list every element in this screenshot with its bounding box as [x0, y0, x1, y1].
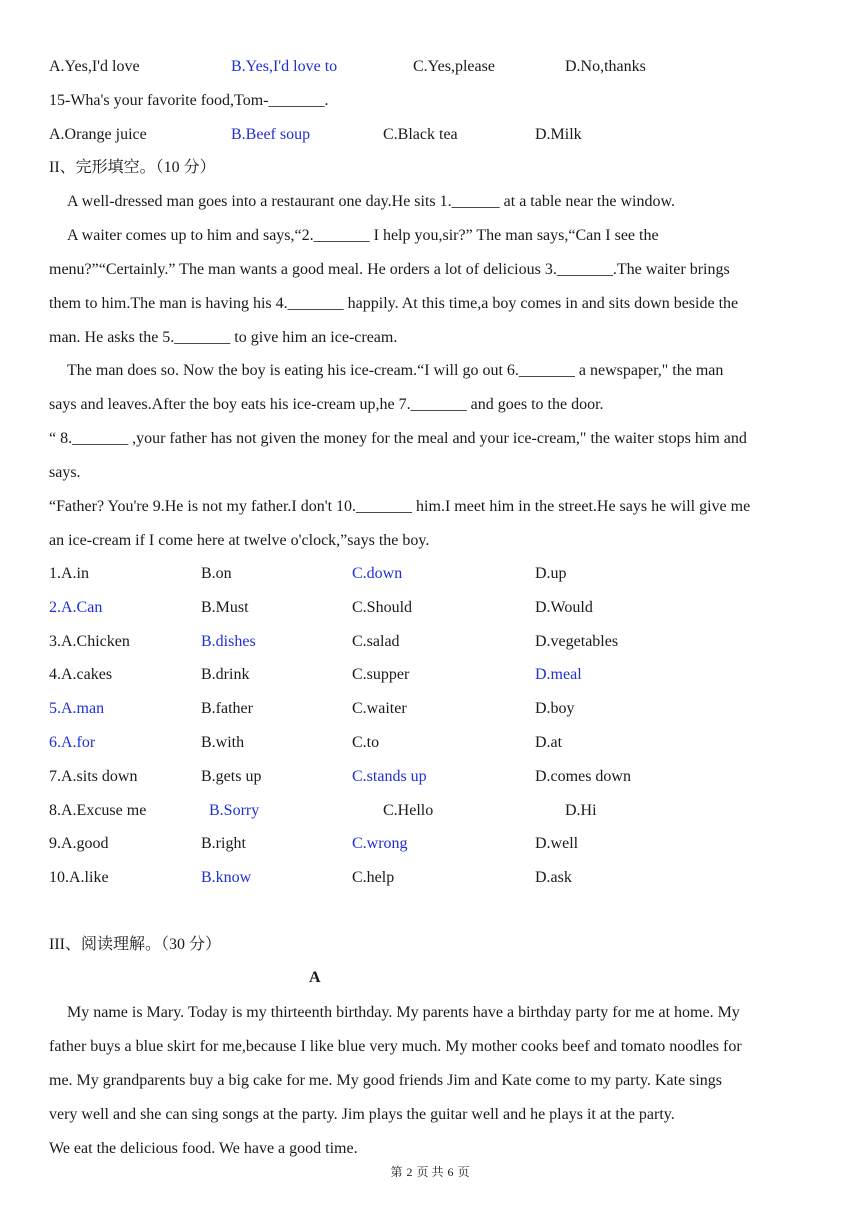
choice-2-option: D.Would	[535, 599, 593, 616]
passage-line: an ice-cream if I come here at twelve o'clock,”says the boy.	[49, 532, 430, 549]
choice-6-option: B.with	[201, 734, 245, 751]
q15-option: D.Milk	[535, 126, 582, 143]
choice-7-option: D.comes down	[535, 768, 631, 785]
choice-9-option: C.wrong	[352, 835, 408, 852]
choice-8-option: D.Hi	[565, 802, 597, 819]
passage-line: The man does so. Now the boy is eating his ice-cream.“I will go out 6._______ a newspaper," the man	[67, 362, 724, 379]
choice-8-option: 8.A.Excuse me	[49, 802, 147, 819]
choice-2-option: 2.A.Can	[49, 599, 103, 616]
choice-9-option: B.right	[201, 835, 246, 852]
passage-line: says and leaves.After the boy eats his ice-cream up,he 7._______ and goes to the door.	[49, 396, 604, 413]
q15-option: A.Orange juice	[49, 126, 147, 143]
choice-1-option: B.on	[201, 565, 232, 582]
section2-heading: II、完形填空。（10 分）	[49, 159, 216, 176]
reading-passage-line: me. My grandparents buy a big cake for me. My good friends Jim and Kate come to my party. Kate sings	[49, 1072, 723, 1089]
reading-passage-line: very well and she can sing songs at the party. Jim plays the guitar well and he plays it at the party.	[49, 1106, 675, 1123]
choice-5-option: 5.A.man	[49, 700, 105, 717]
footer-page-number: 2	[406, 1165, 413, 1179]
choice-9-option: 9.A.good	[49, 835, 109, 852]
choice-3-option: 3.A.Chicken	[49, 633, 130, 650]
passage-line: A waiter comes up to him and says,“2._______ I help you,sir?” The man says,“Can I see the	[67, 227, 659, 244]
section3-heading: III、阅读理解。（30 分）	[49, 936, 221, 953]
reading-passage-line: We eat the delicious food. We have a good time.	[49, 1140, 358, 1157]
q14-option: A.Yes,I'd love	[49, 58, 140, 75]
choice-5-option: C.waiter	[352, 700, 407, 717]
choice-3-option: D.vegetables	[535, 633, 619, 650]
passage-line: man. He asks the 5._______ to give him an ice-cream.	[49, 329, 398, 346]
choice-3-option: B.dishes	[201, 633, 256, 650]
choice-10-option: D.ask	[535, 869, 572, 886]
passage-line: “ 8._______ ,your father has not given the money for the meal and your ice-cream," the waiter stops him and	[49, 430, 747, 447]
choice-4-option: D.meal	[535, 666, 582, 683]
page-footer	[0, 1163, 860, 1180]
q14-option: D.No,thanks	[565, 58, 646, 75]
choice-6-option: 6.A.for	[49, 734, 96, 751]
footer-suffix: 页	[457, 1165, 470, 1179]
choice-6-option: D.at	[535, 734, 563, 751]
choice-2-option: C.Should	[352, 599, 413, 616]
choice-7-option: C.stands up	[352, 768, 427, 785]
choice-8-option: C.Hello	[383, 802, 434, 819]
passage-label: A	[309, 969, 321, 986]
choice-1-option: D.up	[535, 565, 567, 582]
choice-4-option: B.drink	[201, 666, 250, 683]
choice-10-option: C.help	[352, 869, 395, 886]
footer-prefix: 第	[390, 1165, 403, 1179]
choice-6-option: C.to	[352, 734, 380, 751]
choice-5-option: D.boy	[535, 700, 575, 717]
passage-line: them to him.The man is having his 4._______ happily. At this time,a boy comes in and sits down beside the	[49, 295, 739, 312]
choice-10-option: B.know	[201, 869, 252, 886]
footer-total-pages: 6	[447, 1165, 454, 1179]
choice-4-option: C.supper	[352, 666, 410, 683]
footer-mid: 页 共	[416, 1165, 444, 1179]
passage-line: menu?”“Certainly.” The man wants a good meal. He orders a lot of delicious 3._______.The waiter brings	[49, 261, 730, 278]
choice-5-option: B.father	[201, 700, 253, 717]
passage-line: “Father? You're 9.He is not my father.I don't 10._______ him.I meet him in the street.He says he will give me	[49, 498, 751, 515]
choice-1-option: 1.A.in	[49, 565, 89, 582]
choice-2-option: B.Must	[201, 599, 249, 616]
passage-line: A well-dressed man goes into a restaurant one day.He sits 1.______ at a table near the window.	[67, 193, 675, 210]
reading-passage-line: My name is Mary. Today is my thirteenth birthday. My parents have a birthday party for me at home. My	[67, 1004, 740, 1021]
choice-4-option: 4.A.cakes	[49, 666, 113, 683]
reading-passage-line: father buys a blue skirt for me,because I like blue very much. My mother cooks beef and tomato noodles for	[49, 1038, 742, 1055]
q15-option: C.Black tea	[383, 126, 458, 143]
choice-10-option: 10.A.like	[49, 869, 109, 886]
choice-7-option: B.gets up	[201, 768, 262, 785]
q15-option: B.Beef soup	[231, 126, 311, 143]
choice-1-option: C.down	[352, 565, 403, 582]
choice-8-option: B.Sorry	[209, 802, 260, 819]
passage-line: says.	[49, 464, 81, 481]
choice-3-option: C.salad	[352, 633, 400, 650]
choice-7-option: 7.A.sits down	[49, 768, 138, 785]
q15-question: 15-Wha's your favorite food,Tom-_______.	[49, 92, 329, 109]
choice-9-option: D.well	[535, 835, 579, 852]
q14-option: C.Yes,please	[413, 58, 495, 75]
q14-option: B.Yes,I'd love to	[231, 58, 338, 75]
